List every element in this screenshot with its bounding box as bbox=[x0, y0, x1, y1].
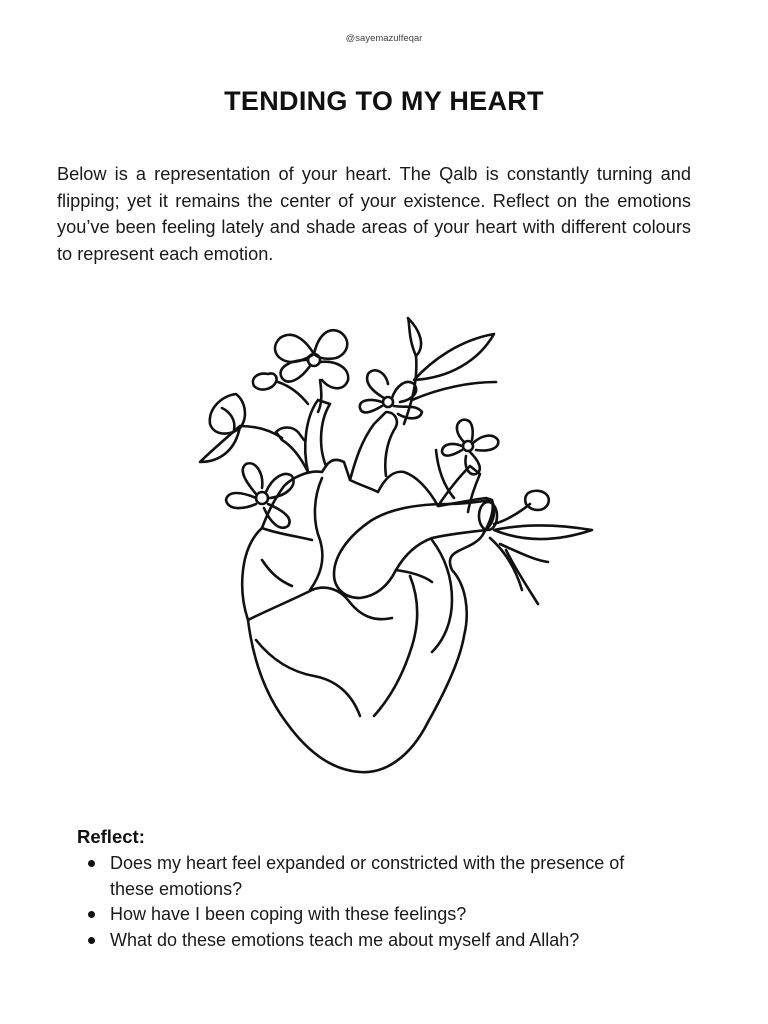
list-item-text: Does my heart feel expanded or constricted with the presence of these emotions? bbox=[110, 853, 625, 899]
flower-left bbox=[226, 463, 294, 527]
flower-top bbox=[275, 330, 348, 388]
chamber-line bbox=[374, 576, 417, 716]
intro-paragraph: Below is a representation of your heart. The Qalb is constantly turning and flipping; yet it remains the center of your existence. Reflect on the emotions you’ve been feeling lately and shade areas of your heart with different colours to represent each emotion. bbox=[57, 164, 691, 264]
vessel-left bbox=[276, 428, 308, 473]
page-title: TENDING TO MY HEART bbox=[224, 86, 544, 116]
reflect-heading: Reflect: bbox=[77, 826, 145, 847]
reflect-list bbox=[78, 851, 638, 953]
list-item bbox=[78, 928, 638, 954]
stem bbox=[318, 380, 321, 412]
chamber-line bbox=[256, 640, 360, 716]
chamber-line bbox=[248, 588, 392, 620]
chamber-line bbox=[262, 560, 292, 586]
stem bbox=[494, 504, 530, 524]
leaf bbox=[414, 334, 494, 380]
leaf bbox=[408, 318, 421, 356]
leaf bbox=[412, 382, 496, 400]
floral-heart-icon bbox=[190, 308, 600, 788]
heart-illustration bbox=[190, 308, 600, 788]
pulmonary-trunk bbox=[334, 500, 494, 598]
chamber-line bbox=[310, 478, 322, 590]
bullet-icon bbox=[88, 860, 95, 867]
bullet-icon bbox=[88, 937, 95, 944]
chamber-line bbox=[432, 540, 452, 652]
author-handle: @sayemazulfeqar bbox=[345, 33, 423, 44]
flower-bud-right bbox=[525, 491, 549, 510]
chamber-line bbox=[262, 528, 312, 540]
list-item bbox=[78, 851, 638, 902]
flower-bud-small bbox=[253, 373, 277, 389]
stem bbox=[278, 382, 308, 404]
leaf bbox=[200, 426, 240, 462]
stem bbox=[404, 356, 416, 424]
leaf bbox=[436, 450, 454, 498]
vessel-center bbox=[350, 412, 397, 480]
list-item bbox=[78, 902, 638, 928]
list-item-text: What do these emotions teach me about myself and Allah? bbox=[110, 929, 580, 950]
leaf bbox=[494, 526, 592, 540]
chamber-line bbox=[396, 570, 432, 582]
list-item-text: How have I been coping with these feelings? bbox=[110, 904, 467, 924]
bullet-icon bbox=[88, 911, 95, 918]
